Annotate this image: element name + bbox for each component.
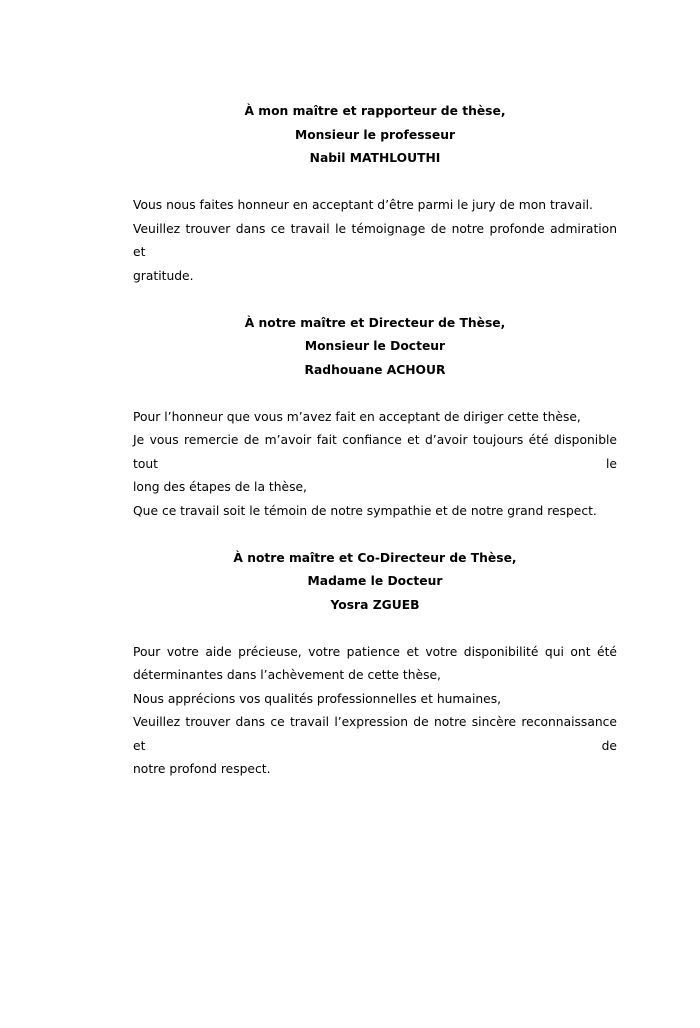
heading-line: Radhouane ACHOUR	[304, 362, 446, 377]
dedication-rapporteur	[133, 100, 617, 312]
dedication-directeur	[133, 312, 617, 547]
dedication-paragraph	[133, 406, 617, 524]
heading-line: Madame le Docteur	[307, 574, 443, 588]
heading-line: Nabil MATHLOUTHI	[309, 151, 441, 165]
paragraph-line: Nous apprécions vos qualités professionnelles et humaines,	[133, 691, 502, 706]
paragraph-line: Vous nous faites honneur en acceptant d’être parmi le jury de mon travail.	[133, 198, 593, 212]
heading-line: Monsieur le professeur	[294, 127, 456, 142]
paragraph-line: long des étapes de la thèse,	[133, 480, 307, 494]
paragraph-line: Veuillez trouver dans ce travail l’expression de notre sincère reconnaissance et de	[133, 715, 617, 753]
paragraph-line: Que ce travail soit le témoin de notre sympathie et de notre grand respect.	[133, 503, 597, 518]
dedication-heading	[133, 312, 617, 383]
paragraph-line: notre profond respect.	[133, 762, 271, 776]
dedication-co-directeur	[133, 547, 617, 782]
paragraph-line: Pour l’honneur que vous m’avez fait en acceptant de diriger cette thèse,	[133, 409, 581, 424]
paragraph-line: gratitude.	[133, 268, 194, 283]
paragraph-line: Je vous remercie de m’avoir fait confiance et d’avoir toujours été disponible tout le	[133, 433, 617, 471]
dedication-paragraph	[133, 641, 617, 782]
heading-line: À notre maître et Co-Directeur de Thèse,	[233, 550, 517, 565]
dedication-paragraph	[133, 194, 617, 288]
document-page	[133, 100, 617, 782]
dedication-heading	[133, 547, 617, 618]
heading-line: Yosra ZGUEB	[330, 597, 420, 612]
paragraph-line: déterminantes dans l’achèvement de cette thèse,	[133, 668, 441, 682]
dedication-heading	[133, 100, 617, 171]
heading-line: À mon maître et rapporteur de thèse,	[244, 104, 506, 118]
paragraph-line: Pour votre aide précieuse, votre patience et votre disponibilité qui ont été	[133, 644, 617, 659]
heading-line: À notre maître et Directeur de Thèse,	[244, 315, 506, 330]
paragraph-line: Veuillez trouver dans ce travail le témoignage de notre profonde admiration et	[133, 221, 617, 259]
heading-line: Monsieur le Docteur	[304, 339, 446, 353]
